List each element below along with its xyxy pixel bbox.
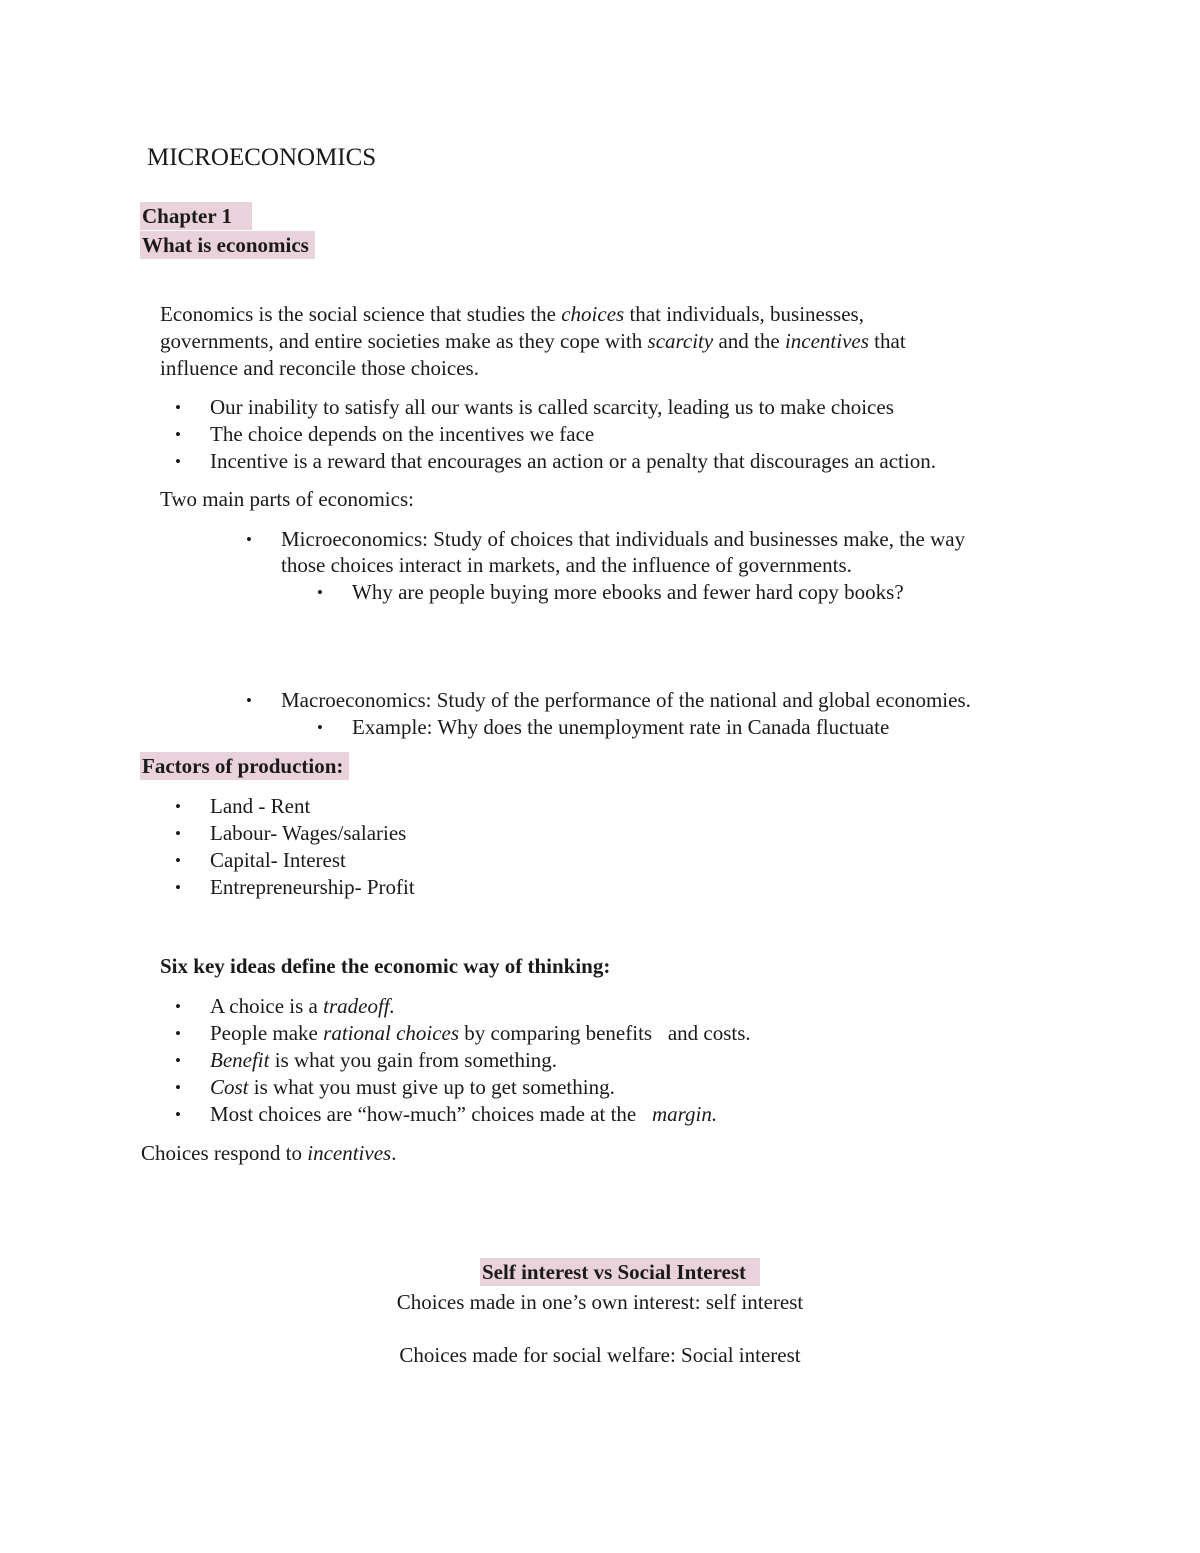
intro-text: that individuals, businesses, — [624, 302, 864, 326]
bullet-icon: • — [175, 452, 181, 471]
bullet-icon: • — [175, 1078, 181, 1097]
bullet-icon: • — [246, 691, 252, 710]
two-parts-label: Two main parts of economics: — [160, 487, 414, 511]
macro-text: Macroeconomics: Study of the performance of the national and global economies. — [281, 688, 971, 712]
list-item-text — [210, 1075, 615, 1100]
bullet-icon: • — [175, 824, 181, 843]
bullet-icon: • — [175, 797, 181, 816]
self-social-heading — [480, 1260, 760, 1285]
document-title: MICROECONOMICS — [147, 144, 377, 171]
factors-heading — [140, 754, 349, 779]
idea-emphasis: tradeoff. — [323, 994, 395, 1018]
chapter-heading — [140, 204, 252, 229]
list-item-text — [210, 1021, 751, 1046]
list-item-text — [210, 1048, 557, 1073]
chapter-subtitle-heading — [140, 233, 315, 258]
micro-example-text: Why are people buying more ebooks and fewer hard copy books? — [352, 580, 904, 604]
list-item-text: Land - Rent — [210, 794, 311, 818]
list-item-text: Incentive is a reward that encourages an action or a penalty that discourages an action. — [210, 449, 936, 473]
bullet-icon: • — [317, 718, 323, 737]
macro-example-text: Example: Why does the unemployment rate in Canada fluctuate — [352, 715, 890, 739]
respond-emphasis: incentives — [307, 1141, 392, 1165]
idea-emphasis: Benefit — [210, 1048, 270, 1072]
bullet-icon: • — [175, 1024, 181, 1043]
idea-emphasis: margin. — [652, 1102, 718, 1126]
list-item-text — [210, 994, 395, 1019]
bullet-icon: • — [175, 878, 181, 897]
intro-text: and the — [713, 329, 785, 353]
intro-text: Economics is the social science that studies the — [160, 302, 562, 326]
social-interest-line: Choices made for social welfare: Social interest — [399, 1343, 801, 1367]
idea-text: is what you gain from something. — [269, 1048, 558, 1072]
idea-emphasis: Cost — [210, 1075, 249, 1099]
chapter-label: Chapter 1 — [140, 202, 252, 230]
intro-emphasis: choices — [561, 302, 625, 326]
micro-line-1: Microeconomics: Study of choices that individuals and businesses make, the way — [281, 527, 966, 551]
chapter-subtitle: What is economics — [140, 231, 315, 259]
respond-text: . — [391, 1141, 397, 1165]
bullet-icon: • — [175, 1051, 181, 1070]
bullet-icon: • — [175, 398, 181, 417]
intro-text: that — [868, 329, 906, 353]
choices-respond-line — [141, 1141, 396, 1166]
list-item-text: Our inability to satisfy all our wants is called scarcity, leading us to make choices — [210, 395, 894, 419]
list-item-text: Entrepreneurship- Profit — [210, 875, 415, 899]
list-item-text: The choice depends on the incentives we face — [210, 422, 595, 446]
intro-paragraph — [160, 301, 906, 382]
idea-text: is what you must give up to get something. — [248, 1075, 615, 1099]
bullet-icon: • — [317, 583, 323, 602]
micro-line-2: those choices interact in markets, and the influence of governments. — [281, 553, 852, 577]
intro-line-1 — [160, 301, 906, 328]
idea-text: People make — [210, 1021, 324, 1045]
respond-text: Choices respond to — [141, 1141, 308, 1165]
factors-heading-text: Factors of production: — [140, 752, 349, 780]
bullet-icon: • — [246, 530, 252, 549]
idea-text: A choice is a — [210, 994, 324, 1018]
list-item-text: Labour- Wages/salaries — [210, 821, 407, 845]
bullet-icon: • — [175, 997, 181, 1016]
idea-text: Most choices are “how-much” choices made at the — [210, 1102, 652, 1126]
intro-emphasis: incentives — [784, 329, 869, 353]
list-item-text — [210, 1102, 717, 1127]
bullet-icon: • — [175, 1105, 181, 1124]
list-item-text: Capital- Interest — [210, 848, 346, 872]
bullet-icon: • — [175, 851, 181, 870]
self-social-heading-text: Self interest vs Social Interest — [480, 1258, 760, 1286]
intro-text: governments, and entire societies make as they cope with — [160, 329, 648, 353]
self-interest-line: Choices made in one’s own interest: self interest — [396, 1290, 804, 1314]
bullet-icon: • — [175, 425, 181, 444]
intro-line-2 — [160, 328, 906, 355]
intro-line-3: influence and reconcile those choices. — [160, 356, 479, 380]
intro-emphasis: scarcity — [647, 329, 714, 353]
six-ideas-heading: Six key ideas define the economic way of thinking: — [160, 954, 611, 978]
idea-text: by comparing benefits and costs. — [459, 1021, 751, 1045]
idea-emphasis: rational choices — [323, 1021, 460, 1045]
